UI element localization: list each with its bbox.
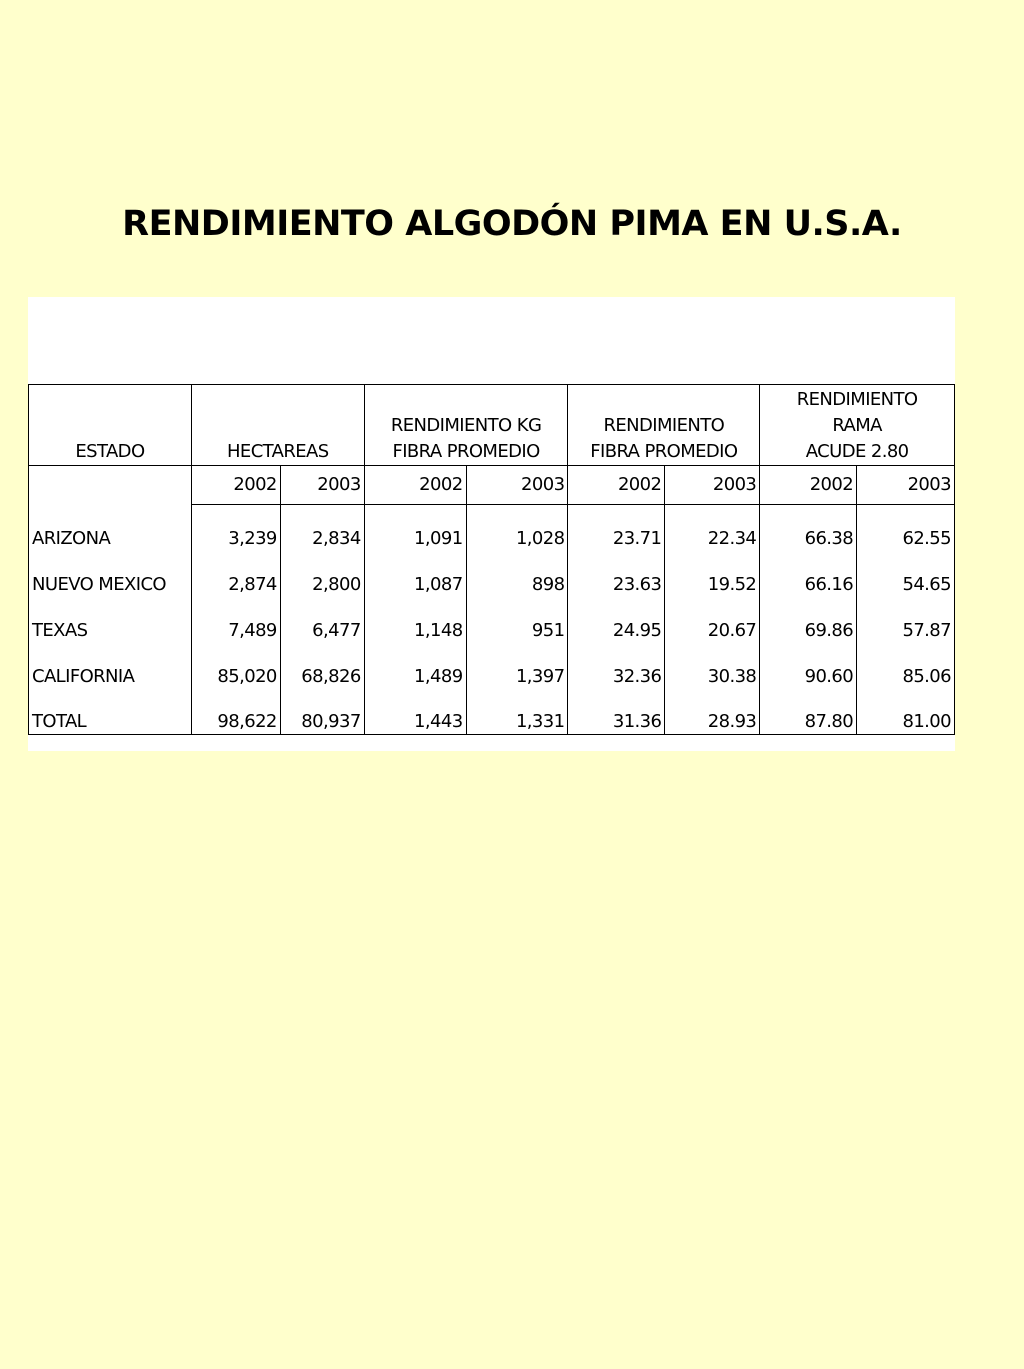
- table-cell: 69.86: [760, 597, 857, 643]
- year-row-spacer: [29, 466, 192, 505]
- year-cell: 2002: [760, 466, 857, 505]
- year-cell: 2003: [280, 466, 364, 505]
- table-cell: 80,937: [280, 689, 364, 735]
- table-cell: 898: [466, 551, 568, 597]
- table-cell: 31.36: [568, 689, 665, 735]
- table-cell: 2,800: [280, 551, 364, 597]
- state-name: TOTAL: [29, 689, 192, 735]
- state-name: ARIZONA: [29, 505, 192, 551]
- table-cell: 22.34: [665, 505, 760, 551]
- table-cell: 28.93: [665, 689, 760, 735]
- table-cell: 1,397: [466, 643, 568, 689]
- table-cell: 87.80: [760, 689, 857, 735]
- header-rendimiento-rama: RENDIMIENTO RAMA ACUDE 2.80: [760, 385, 955, 466]
- header-estado: ESTADO: [29, 385, 192, 466]
- table-row: [29, 505, 955, 551]
- table-row: [29, 597, 955, 643]
- table-cell: 54.65: [857, 551, 955, 597]
- table-cell: 1,489: [364, 643, 466, 689]
- year-cell: 2003: [857, 466, 955, 505]
- table-cell: 1,091: [364, 505, 466, 551]
- table-cell: 2,834: [280, 505, 364, 551]
- table-cell: 3,239: [191, 505, 280, 551]
- table-cell: 30.38: [665, 643, 760, 689]
- table-cell: 62.55: [857, 505, 955, 551]
- year-cell: 2002: [568, 466, 665, 505]
- table-row: [29, 551, 955, 597]
- year-row: [29, 466, 955, 505]
- state-name: NUEVO MEXICO: [29, 551, 192, 597]
- yield-table: [28, 384, 955, 735]
- state-name: TEXAS: [29, 597, 192, 643]
- table-cell: 1,443: [364, 689, 466, 735]
- table-cell: 1,028: [466, 505, 568, 551]
- table-cell: 85.06: [857, 643, 955, 689]
- table-cell: 7,489: [191, 597, 280, 643]
- table-cell: 1,331: [466, 689, 568, 735]
- table-cell: 2,874: [191, 551, 280, 597]
- table-cell: 24.95: [568, 597, 665, 643]
- table-cell: 951: [466, 597, 568, 643]
- header-rendimiento-fibra: RENDIMIENTO FIBRA PROMEDIO: [568, 385, 760, 466]
- table-cell: 57.87: [857, 597, 955, 643]
- table-cell: 81.00: [857, 689, 955, 735]
- table-cell: 19.52: [665, 551, 760, 597]
- table-cell: 66.38: [760, 505, 857, 551]
- table-cell: 20.67: [665, 597, 760, 643]
- table-panel: [28, 297, 955, 751]
- table-cell: 85,020: [191, 643, 280, 689]
- table-cell: 1,087: [364, 551, 466, 597]
- table-cell: 90.60: [760, 643, 857, 689]
- table-cell: 1,148: [364, 597, 466, 643]
- header-row: [29, 385, 955, 466]
- table-cell: 23.71: [568, 505, 665, 551]
- table-row: [29, 643, 955, 689]
- table-cell: 66.16: [760, 551, 857, 597]
- table-cell: 32.36: [568, 643, 665, 689]
- page-title: RENDIMIENTO ALGODÓN PIMA EN U.S.A.: [122, 204, 902, 244]
- year-cell: 2003: [466, 466, 568, 505]
- table-cell: 6,477: [280, 597, 364, 643]
- state-name: CALIFORNIA: [29, 643, 192, 689]
- header-hectareas: HECTAREAS: [191, 385, 364, 466]
- table-cell: 98,622: [191, 689, 280, 735]
- year-cell: 2002: [364, 466, 466, 505]
- year-cell: 2002: [191, 466, 280, 505]
- year-cell: 2003: [665, 466, 760, 505]
- table-cell: 68,826: [280, 643, 364, 689]
- table-cell: 23.63: [568, 551, 665, 597]
- table-row-total: [29, 689, 955, 735]
- header-rendimiento-kg: RENDIMIENTO KG FIBRA PROMEDIO: [364, 385, 568, 466]
